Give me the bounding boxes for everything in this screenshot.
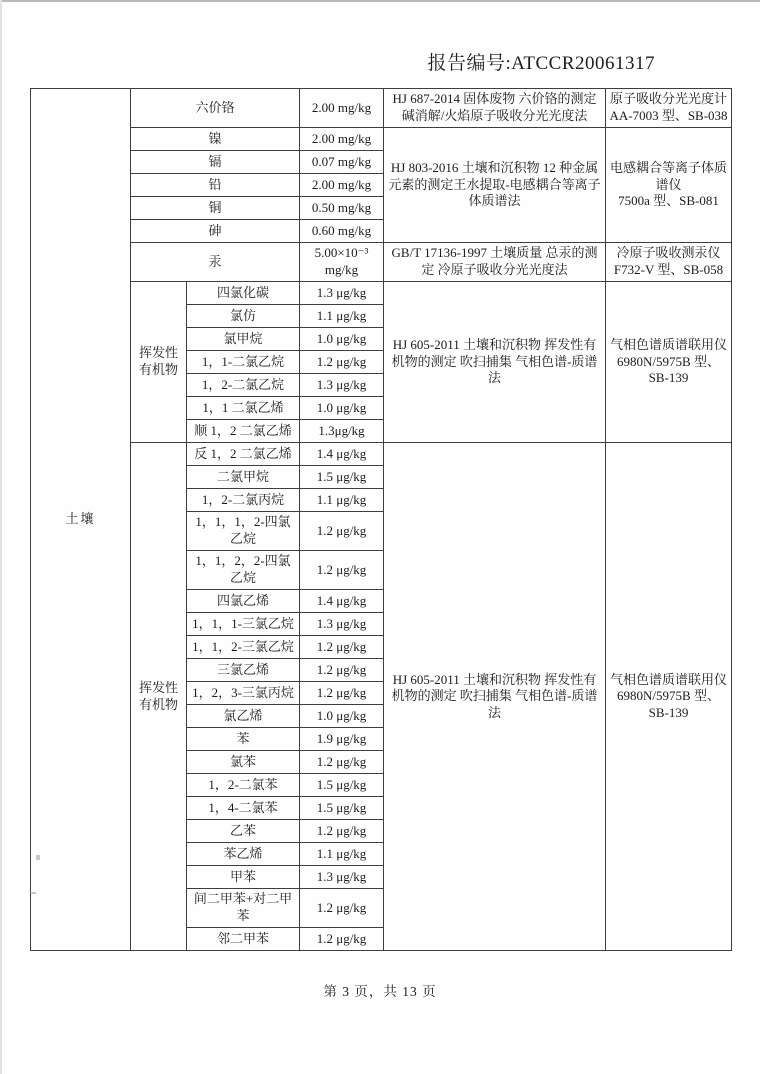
analyte-cell: 顺 1，2 二氯乙烯 <box>187 420 300 443</box>
limit-cell: 1.2 μg/kg <box>300 659 384 682</box>
limit-cell: 1.4 μg/kg <box>300 443 384 466</box>
analyte-cell: 乙苯 <box>187 820 300 843</box>
analyte-cell: 1，1，1，2-四氯乙烷 <box>187 512 300 551</box>
analyte-cell: 铜 <box>131 197 300 220</box>
instrument-cell: 原子吸收分光光度计 AA-7003 型、SB-038 <box>606 89 732 128</box>
limit-cell: 0.07 mg/kg <box>300 151 384 174</box>
limit-cell: 1.1 μg/kg <box>300 489 384 512</box>
analyte-cell: 1，2，3-三氯丙烷 <box>187 682 300 705</box>
analyte-cell: 砷 <box>131 220 300 243</box>
limit-cell: 1.2 μg/kg <box>300 512 384 551</box>
analyte-cell: 邻二甲苯 <box>187 928 300 951</box>
limit-cell: 1.2 μg/kg <box>300 928 384 951</box>
limit-cell: 1.5 μg/kg <box>300 774 384 797</box>
analyte-cell: 四氯乙烯 <box>187 590 300 613</box>
instrument-cell: 气相色谱质谱联用仪 6980N/5975B 型、 SB-139 <box>606 282 732 443</box>
limit-cell: 2.00 mg/kg <box>300 128 384 151</box>
limit-cell: 0.60 mg/kg <box>300 220 384 243</box>
table-row <box>31 443 732 466</box>
analyte-cell: 1，1 二氯乙烯 <box>187 397 300 420</box>
limit-cell: 1.2 μg/kg <box>300 820 384 843</box>
limit-cell: 1.3μg/kg <box>300 420 384 443</box>
limit-cell: 1.2 μg/kg <box>300 751 384 774</box>
analyte-cell: 氯仿 <box>187 305 300 328</box>
table-row <box>31 89 732 128</box>
analyte-cell: 1，2-二氯苯 <box>187 774 300 797</box>
limit-cell: 1.3 μg/kg <box>300 374 384 397</box>
limit-cell: 1.5 μg/kg <box>300 466 384 489</box>
report-number: 报告编号:ATCCR20061317 <box>427 53 655 74</box>
analyte-cell: 四氯化碳 <box>187 282 300 305</box>
table-row <box>31 128 732 151</box>
analyte-cell: 铅 <box>131 174 300 197</box>
limit-cell: 1.2 μg/kg <box>300 551 384 590</box>
limit-cell: 1.1 μg/kg <box>300 305 384 328</box>
analyte-cell: 二氯甲烷 <box>187 466 300 489</box>
analyte-cell: 氯甲烷 <box>187 328 300 351</box>
analyte-cell: 六价铬 <box>131 89 300 128</box>
analyte-cell: 1，1-二氯乙烷 <box>187 351 300 374</box>
scan-left-edge <box>0 0 2 1074</box>
limit-cell: 1.3 μg/kg <box>300 282 384 305</box>
analyte-cell: 苯 <box>187 728 300 751</box>
analyte-cell: 氯乙烯 <box>187 705 300 728</box>
method-cell: HJ 605-2011 土壤和沉积物 挥发性有机物的测定 吹扫捕集 气相色谱-质谱法 <box>384 282 606 443</box>
analyte-cell: 三氯乙烯 <box>187 659 300 682</box>
scan-artifact <box>36 855 40 860</box>
table-row <box>31 243 732 282</box>
limit-cell: 1.0 μg/kg <box>300 328 384 351</box>
method-cell: HJ 803-2016 土壤和沉积物 12 种金属元素的测定王水提取-电感耦合等离子体质谱法 <box>384 128 606 243</box>
analyte-cell: 1，1，1-三氯乙烷 <box>187 613 300 636</box>
category-cell: 挥发性 有机物 <box>131 282 187 443</box>
scan-artifact <box>30 892 36 894</box>
analysis-table-body <box>31 89 732 951</box>
analyte-cell: 间二甲苯+对二甲苯 <box>187 889 300 928</box>
limit-cell: 1.2 μg/kg <box>300 889 384 928</box>
category-cell: 挥发性 有机物 <box>131 443 187 951</box>
analyte-cell: 镉 <box>131 151 300 174</box>
table-row <box>31 282 732 305</box>
method-cell: HJ 605-2011 土壤和沉积物 挥发性有机物的测定 吹扫捕集 气相色谱-质谱法 <box>384 443 606 951</box>
analyte-cell: 甲苯 <box>187 866 300 889</box>
limit-cell: 1.4 μg/kg <box>300 590 384 613</box>
limit-cell: 1.9 μg/kg <box>300 728 384 751</box>
limit-cell: 1.2 μg/kg <box>300 682 384 705</box>
analyte-cell: 1，4-二氯苯 <box>187 797 300 820</box>
limit-cell: 0.50 mg/kg <box>300 197 384 220</box>
limit-cell: 1.0 μg/kg <box>300 705 384 728</box>
limit-cell: 1.3 μg/kg <box>300 866 384 889</box>
analyte-cell: 氯苯 <box>187 751 300 774</box>
scan-top-edge <box>0 0 760 2</box>
instrument-cell: 冷原子吸收测汞仪 F732-V 型、SB-058 <box>606 243 732 282</box>
limit-cell: 1.1 μg/kg <box>300 843 384 866</box>
limit-cell: 1.3 μg/kg <box>300 613 384 636</box>
limit-cell: 1.2 μg/kg <box>300 351 384 374</box>
instrument-cell: 电感耦合等离子体质谱仪 7500a 型、SB-081 <box>606 128 732 243</box>
sample-type-cell: 土壤 <box>31 89 131 951</box>
analyte-cell: 1，2-二氯丙烷 <box>187 489 300 512</box>
analyte-cell: 汞 <box>131 243 300 282</box>
method-cell: HJ 687-2014 固体废物 六价铬的测定 碱消解/火焰原子吸收分光光度法 <box>384 89 606 128</box>
method-cell: GB/T 17136-1997 土壤质量 总汞的测定 冷原子吸收分光光度法 <box>384 243 606 282</box>
analyte-cell: 反 1，2 二氯乙烯 <box>187 443 300 466</box>
analyte-cell: 1，1，2-三氯乙烷 <box>187 636 300 659</box>
limit-cell: 1.0 μg/kg <box>300 397 384 420</box>
analysis-table-wrap <box>30 88 732 951</box>
limit-cell: 1.2 μg/kg <box>300 636 384 659</box>
limit-cell: 5.00×10⁻³ mg/kg <box>300 243 384 282</box>
analysis-table <box>30 88 732 951</box>
analyte-cell: 1，2-二氯乙烷 <box>187 374 300 397</box>
analyte-cell: 苯乙烯 <box>187 843 300 866</box>
analyte-cell: 1，1，2，2-四氯乙烷 <box>187 551 300 590</box>
instrument-cell: 气相色谱质谱联用仪 6980N/5975B 型、 SB-139 <box>606 443 732 951</box>
limit-cell: 2.00 mg/kg <box>300 89 384 128</box>
limit-cell: 1.5 μg/kg <box>300 797 384 820</box>
limit-cell: 2.00 mg/kg <box>300 174 384 197</box>
analyte-cell: 镍 <box>131 128 300 151</box>
page-footer: 第 3 页，共 13 页 <box>323 984 437 999</box>
